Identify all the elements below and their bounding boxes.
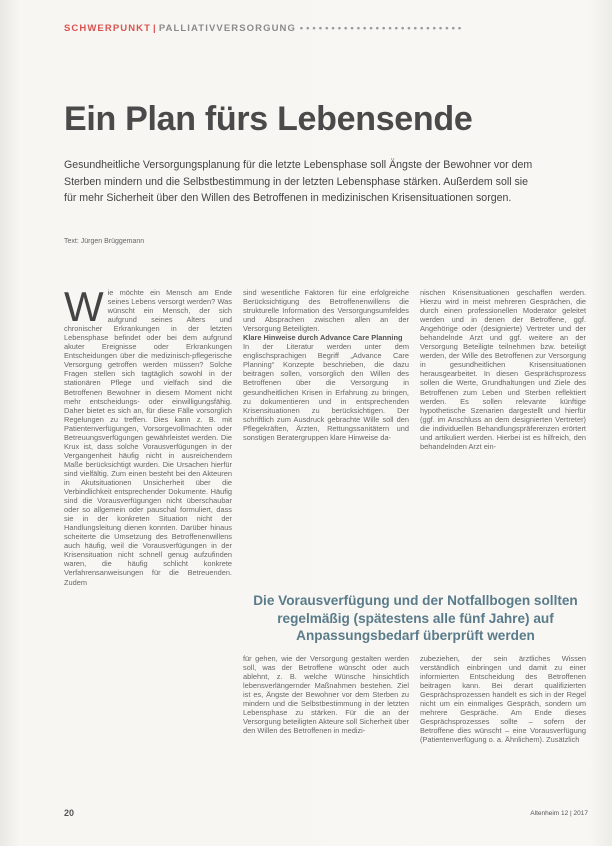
body-text-col2-intro: sind wesentliche Faktoren für eine erfolgreiche Berücksichtigung des Betroffenenwillens die strukturelle Information des Versorgungsumfeldes und Absprachen zwischen allen an der Versorgung Beteiligten. <box>243 288 409 334</box>
kicker-separator: | <box>153 23 157 34</box>
section-kicker <box>64 23 584 37</box>
pull-quote: Die Vorausverfügung und der Notfallbogen sollten regelmäßig (spätestens alle fünf Jahre) auf Anpassungsbedarf überprüft werden <box>253 593 578 643</box>
body-text-col3: nischen Krisensituationen geschaffen werden. Hierzu wird in meist mehreren Gesprächen, die durch einen professionellen Moderator geleitet werden und in denen der Betroffene, ggf. Angehörige oder (designierte) Vertreter und der behandelnde Arzt und ggf. weitere an der Versorgung Beteiligte teilnehmen bzw. beteiligt werden, der Wille des Betroffenen zur Versorgung in gesundheitlichen Krisensituationen herausgearbeitet. In diesen Gesprächsprozess sollen die Werte, Grundhaltungen und Ziele des Betroffenen zum Leben und Sterben reflektiert werden. Es sollen relevante künftige hypothetische Szenarien dargestellt und hierfür (ggf. im Anschluss an dem designierten Vertreter) die individuellen Behandlungspräferenzen erörtert und artikuliert werden. Hierbei ist es hilfreich, den behandelnden Arzt ein- <box>420 288 586 451</box>
article-author: Text: Jürgen Brüggemann <box>64 238 145 245</box>
body-column-1 <box>64 288 232 813</box>
page-number: 20 <box>64 808 75 818</box>
drop-cap: W <box>64 288 104 330</box>
body-column-2-bottom <box>243 654 409 814</box>
body-column-3-bottom <box>420 654 586 814</box>
body-text-col1: ie möchte ein Mensch am Ende seines Lebens versorgt werden? Was wünscht ein Mensch, der sich aufgrund seines Alters und chronischer Erkrankungen in der letzten Lebensphase befindet oder bei dem aufgrund akuter Ereignisse oder Erkrankungen Entscheidungen über die medizinisch-pflegerische Versorgung getroffen werden müssen? Solche Fragen stellen sich tagtäglich sowohl in der stationären Pflege und vielfach sind die Betroffenen Bewohner in diesem Moment nicht mehr entscheidungs- oder einwilligungsfähig. Daher bietet es sich an, für diese Fälle vorsorglich Regelungen zu treffen. Dies kann z. B. mit Patientenverfügungen, Vorsorgevollmachten oder Betreuungsverfügungen gewährleistet werden. Die Krux ist, dass solche Vorausverfügungen in der Vergangenheit häufig nicht in ausreichendem Maße berücksichtigt wurden. Die Ursachen hierfür sind vielfältig. Zum einen besteht bei den Akteuren in Akutsituationen Unsicherheit über die Verbindlichkeit entsprechender Dokumente. Häufig sind die Vorausverfügungen nicht überschaubar oder so allgemein oder pauschal formuliert, dass sie in der konkreten Situation nicht der Handlungsleitung dienen konnten. Darüber hinaus scheiterte die Umsetzung des Betroffenenwillens auch häufig, weil die Vorausverfügungen in der Krisensituation nicht schnell genug aufzufinden waren, die häufig schlicht konkrete Verfahrensanweisungen für die Betreuenden. Zudem <box>64 288 232 587</box>
body-text-col2: In der Literatur werden unter dem englischsprachigen Begriff „Advance Care Planning“ Konzepte beschrieben, die dazu beitragen sollen, vorsorglich den Willen des Betroffenen über die Versorgung in gesundheitlichen Krisen in Erfahrung zu bringen, zu dokumentieren und in entsprechenden Krisensituationen zu berücksichtigen. Der schriftlich zum Ausdruck gebrachte Wille soll den Pflegekräften, Ärzten, Rettungssanitätern und sonstigen Beratergruppen klare Hinweise da- <box>243 342 409 442</box>
article-title: Ein Plan fürs Lebensende <box>64 100 473 138</box>
body-column-3 <box>420 288 586 583</box>
kicker-sub: PALLIATIVVERSORGUNG <box>158 23 297 34</box>
article-lead: Gesundheitliche Versorgungsplanung für die letzte Lebensphase soll Ängste der Bewohner vor dem Sterben mindern und die Selbstbestimmung in der letzten Lebensphase stärken. Außerdem soll sie für mehr Sicherheit über den Willen des Betroffenen in medizinischen Krisensituationen sorgen. <box>64 159 533 205</box>
magazine-issue: Altenheim 12 | 2017 <box>530 810 588 817</box>
body-text-col2-bottom: für gehen, wie der Versorgung gestalten werden soll, was der Betroffene wünscht oder auch ablehnt, z. B. welche Wünsche hinsichtlich lebensverlängernder Maßnahmen bestehen. Ziel ist es, Ängste der Bewohner vor dem Sterben zu mindern und die Selbstbestimmung in der letzten Lebensphase zu stärken. Für die an der Versorgung beteiligten Akteure soll Sicherheit über den Willen des Betroffenen in medizi- <box>243 654 409 736</box>
page-footer <box>64 808 588 822</box>
section-subhead: Klare Hinweise durch Advance Care Planning <box>243 333 403 343</box>
kicker-main: SCHWERPUNKT <box>64 23 152 34</box>
body-text-col3-bottom: zubeziehen, der sein ärztliches Wissen verständlich einbringen und damit zu einer informierten Entscheidung des Betroffenen beitragen kann. Bei derart qualifizierten Gesprächsprozessen handelt es sich in der Regel nicht um ein einmaliges Gespräch, sondern um mehrere Gespräche. Am Ende dieses Gesprächsprozesses sollte – sofern der Betroffene dies wünscht – eine Vorausverfügung (Patientenverfügung o. a. Ähnlichem). Zusätzlich <box>420 654 586 745</box>
body-column-2 <box>243 288 409 583</box>
kicker-dots: •••••••••••••••••••••••••• <box>299 23 465 34</box>
